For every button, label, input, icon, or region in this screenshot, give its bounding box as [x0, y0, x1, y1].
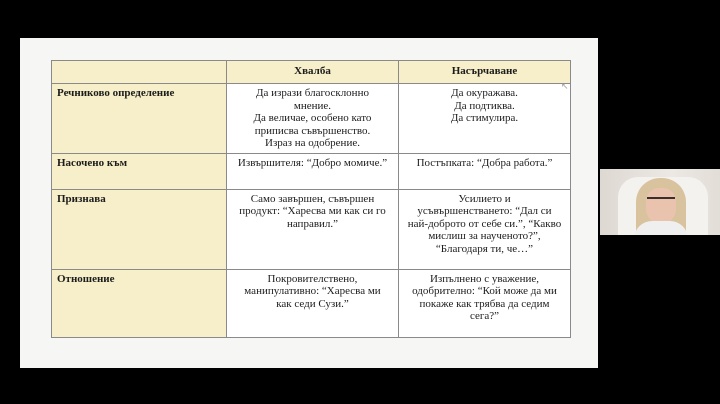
row-label-definition: Речниково определение — [52, 84, 227, 154]
presenter-face — [646, 188, 676, 224]
table-row — [52, 153, 571, 189]
column-header-encouragement: Насърчаване — [399, 61, 571, 84]
table-row — [52, 269, 571, 337]
column-header-praise: Хвалба — [227, 61, 399, 84]
row-label-acknowledges: Признава — [52, 189, 227, 269]
table-row — [52, 189, 571, 269]
encouragement-cell: Да окуражава. Да подтиква. Да стимулира. — [399, 84, 571, 154]
presentation-slide — [20, 38, 598, 368]
encouragement-cell: Изпълнено с уважение, одобрително: “Кой може да ми покаже как трябва да седим сега?” — [399, 269, 571, 337]
row-label-target: Насочено към — [52, 153, 227, 189]
presenter-glasses-icon — [647, 197, 675, 205]
praise-cell: Само завършен, съвършен продукт: “Харесва ми как си го направил.” — [227, 189, 399, 269]
comparison-table — [51, 60, 571, 338]
row-label-attitude: Отношение — [52, 269, 227, 337]
encouragement-cell: Постъпката: “Добра работа.” — [399, 153, 571, 189]
webcam-video-feed — [600, 169, 720, 235]
praise-cell: Покровителствено, манипулативно: “Харесва ми как седи Сузи.” — [227, 269, 399, 337]
table-row — [52, 84, 571, 154]
mouse-cursor-icon: ↖ — [561, 82, 569, 92]
praise-cell: Извършителя: “Добро момиче.” — [227, 153, 399, 189]
table-header-row — [52, 61, 571, 84]
encouragement-cell: Усилието и усъвършенстването: “Дал си най-доброто от себе си.”, “Какво мислиш за наученото?”, “Благодаря ти, че…” — [399, 189, 571, 269]
presenter-body — [634, 221, 688, 235]
table-corner-cell — [52, 61, 227, 84]
praise-cell: Да изрази благосклонно мнение. Да величае, особено като приписва съвършенство. Израз на одобрение. — [227, 84, 399, 154]
